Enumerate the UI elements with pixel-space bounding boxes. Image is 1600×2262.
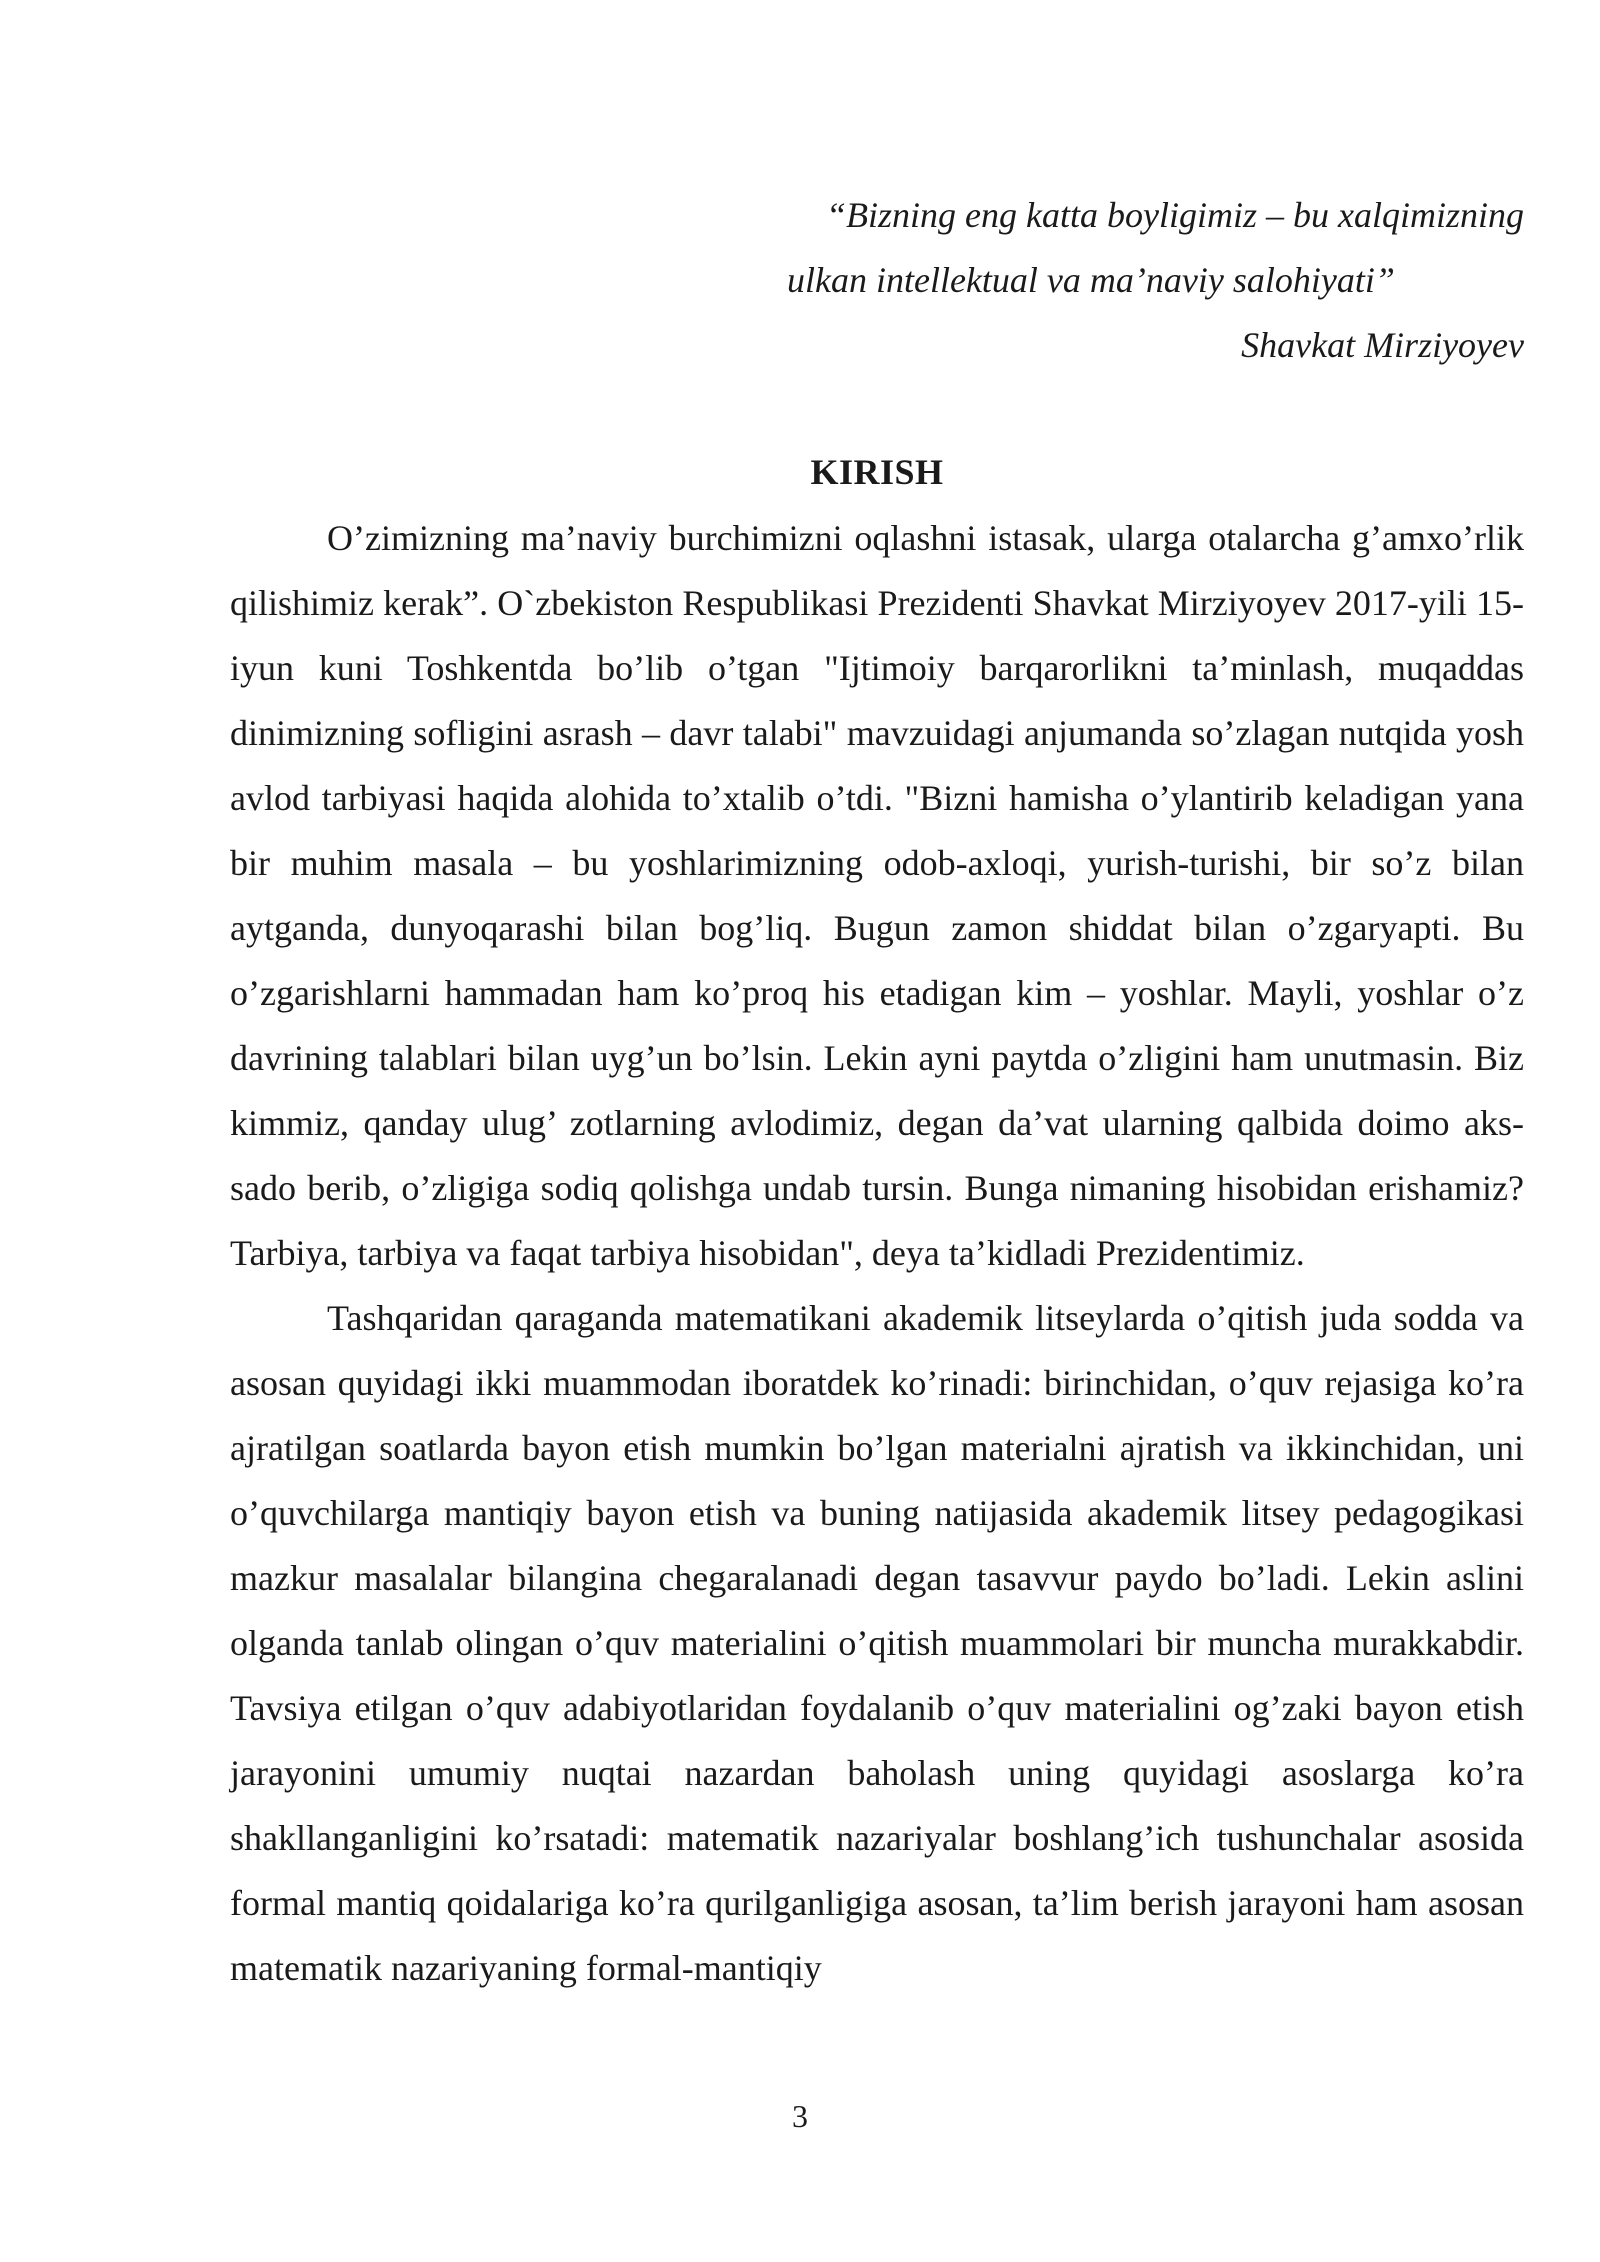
body-text [230, 506, 1524, 2001]
paragraph: O’zimizning ma’naviy burchimizni oqlashni istasak, ularga otalarcha g’amxo’rlik qilishimiz kerak”. O`zbekiston Respublikasi Prezidenti Shavkat Mirziyoyev 2017-yili 15-iyun kuni Toshkentda bo’lib o’tgan "Ijtimoiy barqarorlikni ta’minlash, muqaddas dinimizning sofligini asrash – davr talabi" mavzuidagi anjumanda so’zlagan nutqida yosh avlod tarbiyasi haqida alohida to’xtalib o’tdi. "Bizni hamisha o’ylantirib keladigan yana bir muhim masala – bu yoshlarimizning odob-axloqi, yurish-turishi, bir so’z bilan aytganda, dunyoqarashi bilan bog’liq. Bugun zamon shiddat bilan o’zgaryapti. Bu o’zgarishlarni hammadan ham ko’proq his etadigan kim – yoshlar. Mayli, yoshlar o’z davrining talablari bilan uyg’un bo’lsin. Lekin ayni paytda o’zligini ham unutmasin. Biz kimmiz, qanday ulug’ zotlarning avlodimiz, degan da’vat ularning qalbida doimo aks-sado berib, o’zligiga sodiq qolishga undab tursin. Bunga nimaning hisobidan erishamiz? Tarbiya, tarbiya va faqat tarbiya hisobidan", deya ta’kidladi Prezidentimiz. [230, 518, 1524, 1273]
page-number: 3 [792, 2098, 808, 2134]
paragraph: Tashqaridan qaraganda matematikani akademik litseylarda o’qitish juda sodda va asosan quyidagi ikki muammodan iboratdek ko’rinadi: birinchidan, o’quv rejasiga ko’ra ajratilgan soatlarda bayon etish mumkin bo’lgan materialni ajratish va ikkinchidan, uni o’quvchilarga mantiqiy bayon etish va buning natijasida akademik litsey pedagogikasi mazkur masalalar bilangina chegaralanadi degan tasavvur paydo bo’ladi. Lekin aslini olganda tanlab olingan o’quv materialini o’qitish muammolari bir muncha murakkabdir. Tavsiya etilgan o’quv adabiyotlaridan foydalanib o’quv materialini og’zaki bayon etish jarayonini umumiy nuqtai nazardan baholash uning quyidagi asoslarga ko’ra shakllanganligini ko’rsatadi: matematik nazariyalar boshlang’ich tushunchalar asosida formal mantiq qoidalariga ko’ra qurilganligiga asosan, ta’lim berish jarayoni ham asosan matematik nazariyaning formal-mantiqiy [230, 1298, 1524, 1988]
epigraph-quote-line-1: “Bizning eng katta boyligimiz – bu xalqimizning [826, 195, 1524, 235]
epigraph [760, 183, 1524, 378]
section-heading: KIRISH [810, 452, 944, 492]
epigraph-author: Shavkat Mirziyoyev [1241, 325, 1524, 365]
epigraph-quote-line-2: ulkan intellektual va ma’naviy salohiyati” [787, 260, 1395, 300]
